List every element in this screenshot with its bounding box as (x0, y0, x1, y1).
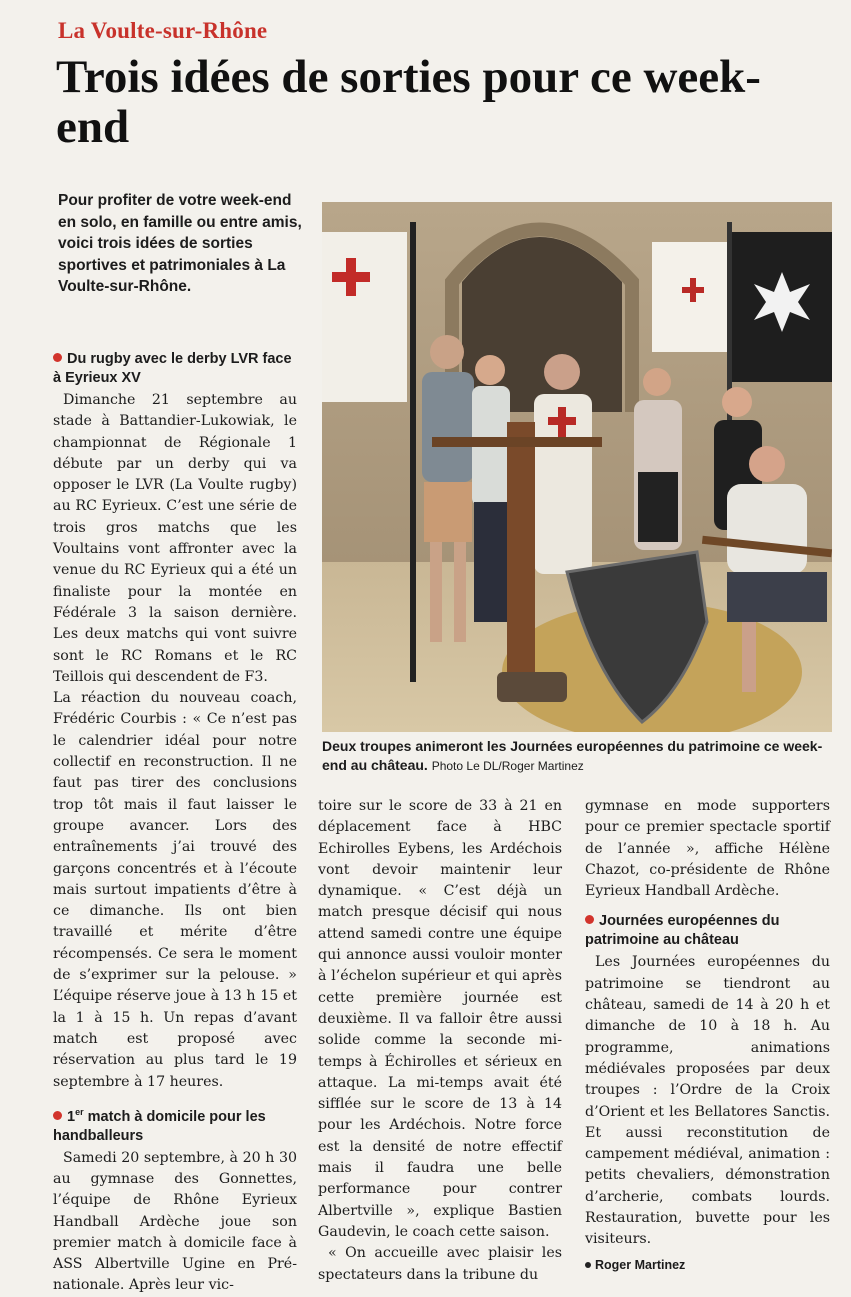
column-2 (318, 796, 562, 1286)
article-photo (322, 202, 832, 732)
photo-caption (322, 737, 834, 776)
author-signature: Roger Martinez (585, 1255, 830, 1276)
patrimoine-heading: Journées européennes du patrimoine au château (585, 913, 780, 949)
handball-paragraph-1a: Samedi 20 septembre, à 20 h 30 au gymnase des Gonnettes, l’équipe de Rhône Eyrieux Handball Ardèche joue son premier match à domicile face à ASS Albertville Ugine en Pré-nationale. Après leur vic- (53, 1149, 297, 1294)
article-lead: Pour profiter de votre week-end en solo, en famille ou entre amis, voici trois idées de sorties sportives et patrimoniales à La Voulte-sur-Rhône. (58, 192, 302, 296)
bullet-icon (585, 1262, 591, 1268)
rugby-paragraph-1: Dimanche 21 septembre au stade à Battandier-Lukowiak, le championnat de Régionale 1 débute par un derby qui va opposer le LVR (La Voulte rugby) au RC Eyrieux. C’est une série de trois gros matchs que les Voultains vont affronter avec la venue du RC Eyrieux qui a été un finaliste pour la montée en Fédérale 3 la saison dernière. Les deux matchs qui vont suivre sont le RC Romans et le RC Teillois qui descendent de F3. (53, 392, 297, 685)
handball-paragraph-1b: toire sur le score de 33 à 21 en déplacement face à HBC Echirolles Eybens, les Ardéchois vont devoir maintenir leur dynamique. « C’est déjà un match presque décisif qui nous attend samedi contre une équipe qui annonce aussi vouloir monter à l’échelon supérieur et qui après cette première journée est deuxième. Il va falloir être aussi solide comme la seconde mi-temps à Échirolles et sérieux en attaque. La mi-temps avait été sifflée sur le score de 13 à 14 pour les Ardéchois. Notre force est la densité de notre effectif mais il faudra une belle performance pour contrer Albertville », explique Bastien Gaudevin, le coach cette saison. (318, 798, 562, 1240)
photo-credit: Photo Le DL/Roger Martinez (431, 759, 584, 773)
column-1 (53, 340, 297, 1297)
rugby-paragraph-2: La réaction du nouveau coach, Frédéric Courbis : « Ce n’est pas le calendrier idéal pour notre collectif en reconstruction. Il ne faut pas tirer des conclusions trop tôt mais il faut laisser le groupe avancer. Lors des entraînements j’ai trouvé des garçons concentrés et à l’écoute mais surtout impatients d’être à ce dimanche. Ils ont bien travaillé et mérite d’être récompensés. Ce sera le moment de s’exprimer sur la pelouse. » L’équipe réserve joue à 13 h 15 et la 1 à 15 h. Un repas d’avant match est proposé avec réservation au plus tard le 19 septembre à 17 heures. (53, 690, 297, 1090)
bullet-dot-icon (585, 915, 594, 924)
rugby-heading: Du rugby avec le derby LVR face à Eyrieux XV (53, 351, 292, 386)
photo-medieval-troupes (322, 202, 832, 732)
section-kicker: La Voulte-sur-Rhône (58, 18, 268, 43)
handball-paragraph-2a: « On accueille avec plaisir les spectateurs dans la tribune du (318, 1245, 562, 1283)
bullet-dot-icon (53, 1111, 62, 1120)
handball-heading: 1er match à domicile pour les handballeurs (53, 1106, 266, 1144)
article-headline: Trois idées de sorties pour ce week-end (56, 51, 761, 153)
column-3 (585, 796, 830, 1276)
caption-text: Deux troupes animeront les Journées européennes du patrimoine ce week-end au château. (322, 738, 823, 773)
patrimoine-paragraph-1: Les Journées européennes du patrimoine se tiendront au château, samedi de 14 à 20 h et dimanche de 10 à 18 h. Au programme, animations médiévales proposées par deux troupes : l’Ordre de la Croix d’Orient et les Bellatores Sanctis. Et aussi reconstitution de campement médiéval, animation : petits chevaliers, démonstration d’archerie, combats lourds. Restauration, buvette pour les visiteurs. (585, 954, 830, 1248)
bullet-dot-icon (53, 353, 62, 362)
handball-paragraph-2b: gymnase en mode supporters pour ce premier spectacle sportif de l’année », affiche Hélène Chazot, co-présidente de Rhône Eyrieux Handball Ardèche. (585, 798, 830, 900)
